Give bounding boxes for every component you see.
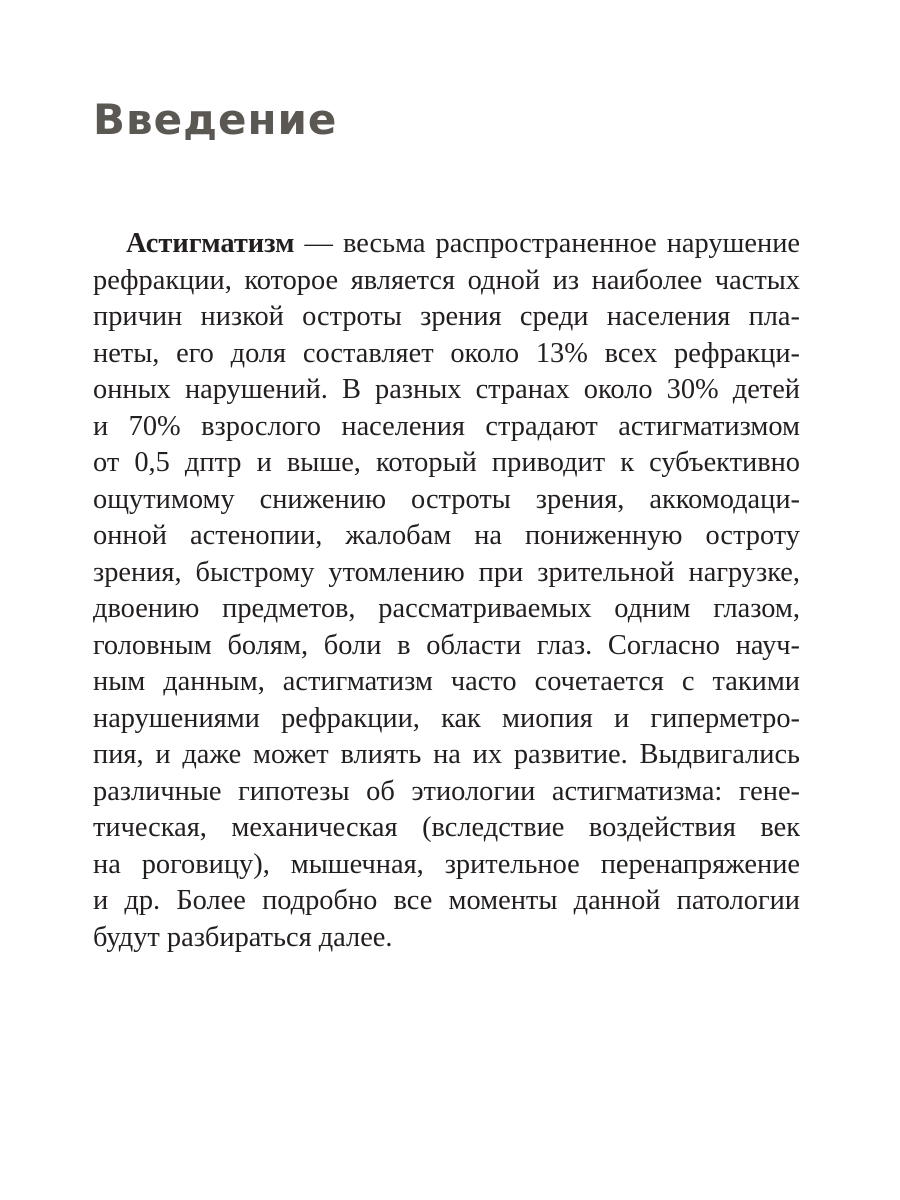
paragraph-line: от 0,5 дптр и выше, который приводит к субъективно	[93, 447, 800, 478]
paragraph-line: пия, и даже может влиять на их развитие. Выдвигались	[93, 739, 800, 770]
paragraph-line: головным болям, боли в области глаз. Согласно науч-	[93, 629, 800, 661]
paragraph-line: ощутимому снижению остроты зрения, аккомодаци-	[93, 483, 800, 515]
paragraph-line: нарушениями рефракции, как миопия и гиперметро-	[93, 702, 800, 734]
paragraph-line: ным данным, астигматизм часто сочетается с такими	[93, 666, 800, 697]
paragraph-line: на роговицу), мышечная, зрительное перенапряжение	[93, 848, 800, 880]
paragraph-line: двоению предметов, рассматриваемых одним глазом,	[93, 593, 800, 624]
key-term: Астигматизм	[126, 228, 295, 259]
paragraph-line: причин низкой остроты зрения среди населения пла-	[93, 301, 800, 332]
paragraph-line: зрения, быстрому утомлению при зрительной нагрузке,	[93, 556, 800, 588]
paragraph-line: Астигматизм — весьма распространенное нарушение	[126, 228, 800, 259]
paragraph-line: различные гипотезы об этиологии астигматизма: гене-	[93, 775, 800, 807]
paragraph-line: онных нарушений. В разных странах около 30% детей	[93, 374, 800, 405]
paragraph-line: будут разбираться далее.	[93, 921, 393, 953]
paragraph-line: и др. Более подробно все моменты данной патологии	[93, 885, 800, 916]
paragraph-line: рефракции, которое является одной из наиболее частых	[93, 264, 800, 296]
intro-paragraph	[93, 226, 800, 956]
paragraph-line: неты, его доля составляет около 13% всех рефракци-	[93, 337, 800, 369]
chapter-title: Введение	[93, 95, 338, 144]
paragraph-line: тическая, механическая (вследствие воздействия век	[93, 812, 800, 843]
paragraph-line: и 70% взрослого населения страдают астигматизмом	[93, 410, 800, 442]
paragraph-line: онной астенопии, жалобам на пониженную остроту	[93, 520, 800, 551]
